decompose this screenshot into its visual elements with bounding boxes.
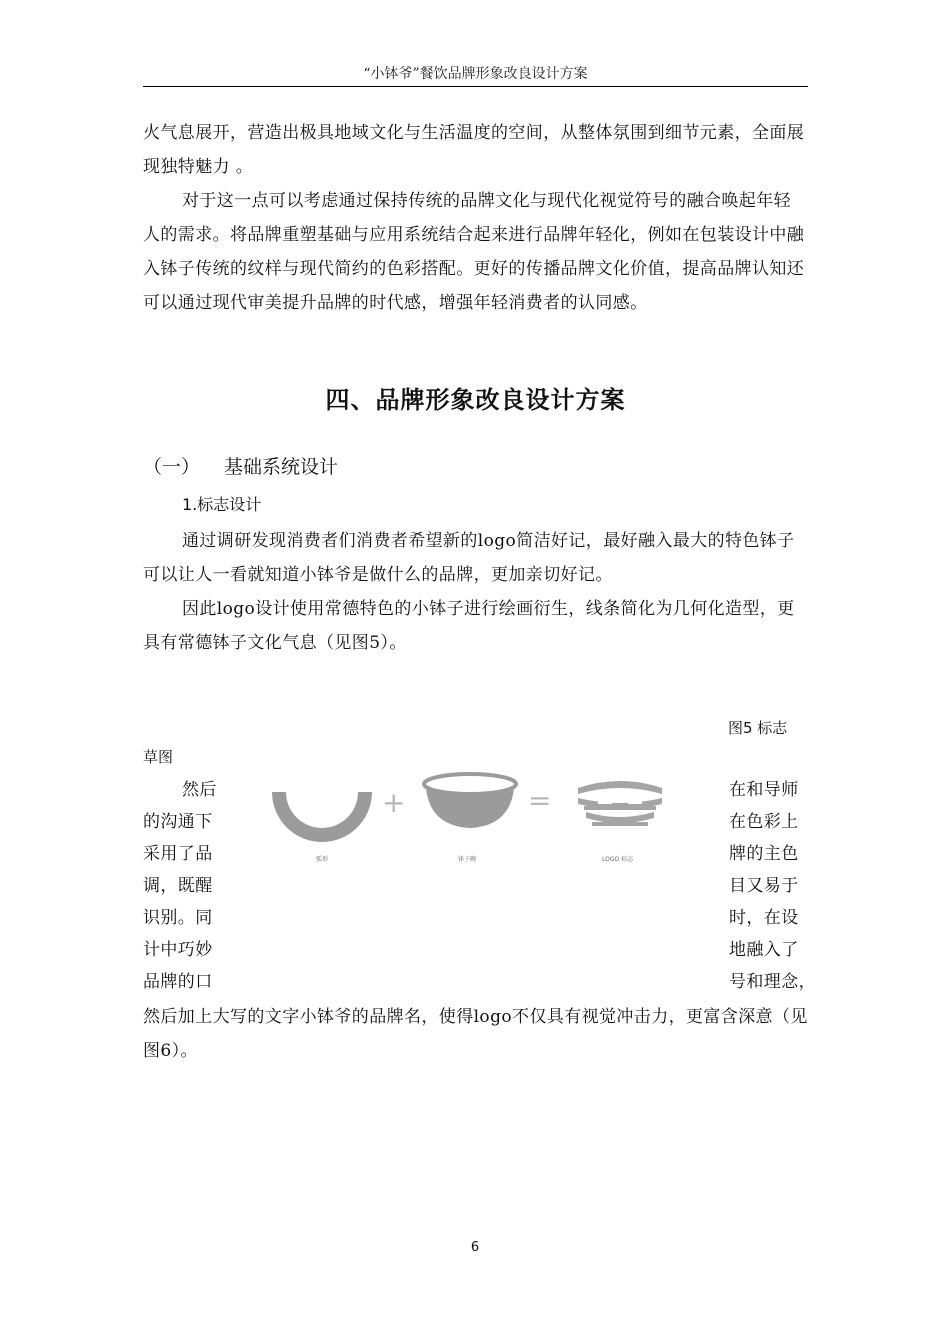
logo-sketch-svg	[262, 762, 714, 872]
subsection-heading	[143, 452, 338, 482]
wrap-right-line: 时，在设	[729, 908, 799, 928]
running-header: “小钵爷”餐饮品牌形象改良设计方案	[363, 66, 588, 82]
wrap-left-line: 采用了品	[143, 844, 213, 864]
wrap-right-line: 地融入了	[729, 940, 799, 960]
paragraph-1: 火气息展开，营造出极具地域文化与生活温度的空间，从整体氛围到细节元素，全面展现独特魅力 。	[143, 123, 805, 177]
wrap-left-line: 识别。同	[143, 908, 213, 928]
wrap-right-line: 在和导师	[729, 780, 799, 800]
wrap-left-line: 的沟通下	[143, 812, 213, 832]
wrap-right-line: 在色彩上	[729, 812, 799, 832]
plus-sign: +	[382, 786, 406, 819]
label-arc: 弧形	[316, 856, 329, 863]
figure-caption-part2: 草图	[143, 748, 174, 766]
wrap-right-line: 牌的主色	[729, 844, 799, 864]
label-bowl: 钵子碗	[458, 856, 477, 863]
logo-sketch-figure	[262, 762, 714, 872]
page-number: 6	[470, 1240, 480, 1255]
subsection-title: 基础系统设计	[224, 456, 339, 478]
paragraph-4: 因此logo设计使用常德特色的小钵子进行绘画衍生，线条简化为几何化造型，更具有常德钵子文化气息（见图5）。	[143, 599, 795, 653]
subsection-number: （一）	[143, 456, 201, 478]
wrap-left-line: 然后	[182, 780, 217, 800]
wrap-left-line: 品牌的口	[143, 972, 213, 992]
wrap-right-line: 号和理念，	[729, 972, 816, 992]
arc-shape	[272, 792, 372, 842]
header-rule	[143, 86, 808, 87]
wrap-left-line: 调，既醒	[143, 876, 213, 896]
paragraph-2: 对于这一点可以考虑通过保持传统的品牌文化与现代化视觉符号的融合唤起年轻人的需求。将品牌重塑基础与应用系统结合起来进行品牌年轻化，例如在包装设计中融入钵子传统的纹样与现代简约的色彩搭配。更好的传播品牌文化价值，提高品牌认知还可以通过现代审美提升品牌的时代感，增强年轻消费者的认同感。	[143, 191, 805, 313]
bowl-body	[426, 788, 514, 828]
wrap-left-line: 计中巧妙	[143, 940, 213, 960]
paragraph-5: 然后加上大写的文字小钵爷的品牌名，使得logo不仅具有视觉冲击力，更富含深意（见图6）。	[143, 1007, 808, 1061]
label-logo: LOGO 标志	[602, 856, 634, 863]
logo-mark	[578, 781, 662, 826]
wrap-right-line: 目又易于	[729, 876, 799, 896]
item-heading: 1.标志设计	[182, 495, 262, 514]
section-heading: 四、品牌形象改良设计方案	[325, 386, 626, 414]
equals-sign: =	[528, 784, 552, 817]
paragraph-3: 通过调研发现消费者们消费者希望新的logo简洁好记，最好融入最大的特色钵子可以让人一看就知道小钵爷是做什么的品牌，更加亲切好记。	[143, 531, 795, 585]
figure-caption-part1: 图5 标志	[728, 719, 788, 737]
